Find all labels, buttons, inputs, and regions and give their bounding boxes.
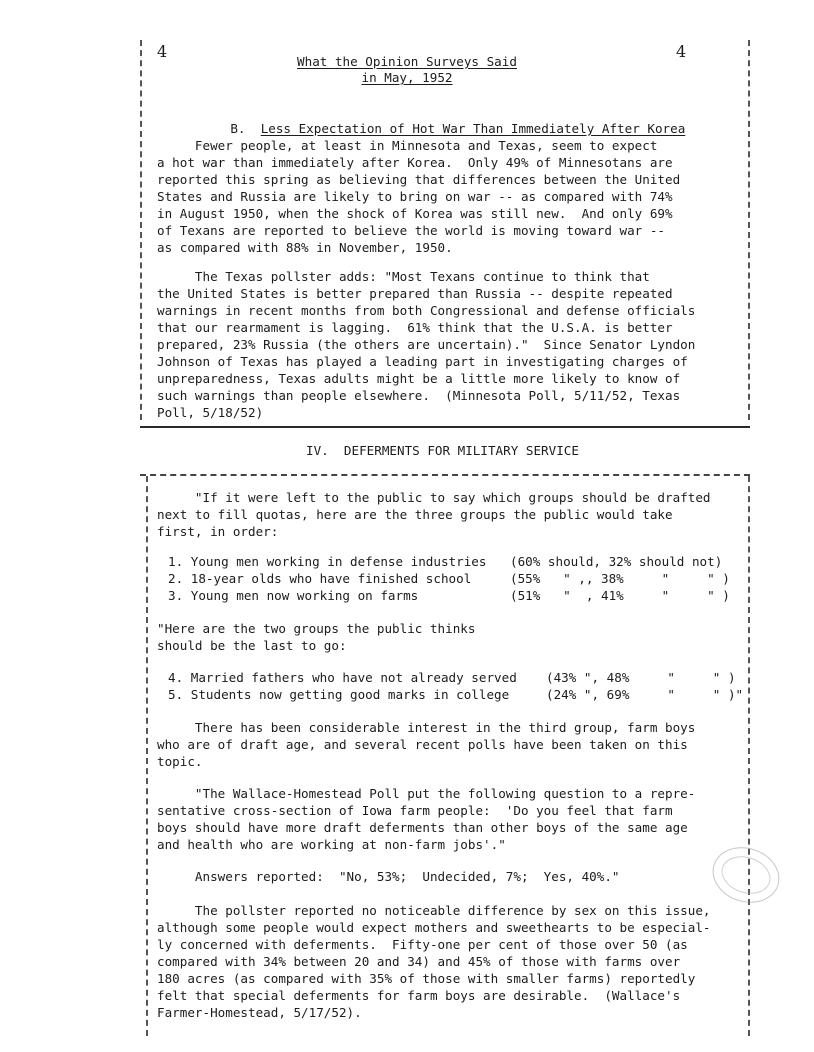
group-values-1: (60% should, 32% should not) <box>510 554 723 569</box>
final-para-line4: compared with 34% between 20 and 34) and 45% of those with farms over <box>157 954 681 969</box>
last-groups-intro-line2: should be the last to go: <box>157 638 347 653</box>
wallace-para-line2: sentative cross-section of Iowa farm people: 'Do you feel that farm <box>157 803 673 818</box>
right-margin-dash-top <box>748 40 750 420</box>
section-iv-intro-line3: first, in order: <box>157 524 279 539</box>
group-item-3 <box>168 588 418 603</box>
section-b-para2-line4: that our rearmament is lagging. 61% think that the U.S.A. is better <box>157 320 673 335</box>
group-values-2: (55% " ,, 38% " " ) <box>510 571 730 586</box>
group-number: 3. <box>168 588 184 603</box>
section-b-para1-line1: Fewer people, at least in Minnesota and Texas, seem to expect <box>157 138 658 153</box>
section-b-para1-line5: in August 1950, when the shock of Korea was still new. And only 69% <box>157 206 673 221</box>
section-b-para2-line1: The Texas pollster adds: "Most Texans continue to think that <box>157 269 650 284</box>
final-para-line5: 180 acres (as compared with 35% of those with smaller farms) reportedly <box>157 971 696 986</box>
final-para-line6: felt that special deferments for farm boys are desirable. (Wallace's <box>157 988 681 1003</box>
section-divider-bottom <box>140 474 750 476</box>
interest-para-line1: There has been considerable interest in the third group, farm boys <box>157 720 696 735</box>
section-iv-intro-line1: "If it were left to the public to say which groups should be drafted <box>157 490 711 505</box>
section-b-para2-line8: such warnings than people elsewhere. (Minnesota Poll, 5/11/52, Texas <box>157 388 681 403</box>
wallace-para-line1: "The Wallace-Homestead Poll put the following question to a repre- <box>157 786 696 801</box>
group-number: 1. <box>168 554 184 569</box>
final-para-line2: although some people would expect mothers and sweethearts to be especial- <box>157 920 711 935</box>
left-margin-dash-top <box>140 40 142 420</box>
section-b-para2-line3: warnings in recent months from both Congressional and defense officials <box>157 303 696 318</box>
final-para-line3: ly concerned with deferments. Fifty-one per cent of those over 50 (as <box>157 937 688 952</box>
group-item-5 <box>168 687 509 702</box>
section-divider-top <box>140 426 750 428</box>
group-values-3: (51% " , 41% " " ) <box>510 588 730 603</box>
answers-line: Answers reported: "No, 53%; Undecided, 7%; Yes, 40%." <box>157 869 620 884</box>
section-b-para2-line7: unpreparedness, Texas adults might be a little more likely to know of <box>157 371 681 386</box>
interest-para-line3: topic. <box>157 754 203 769</box>
group-label: Young men now working on farms <box>190 588 419 603</box>
section-b-para2-line9: Poll, 5/18/52) <box>157 405 264 420</box>
section-iv-intro-line2: next to fill quotas, here are the three groups the public would take <box>157 507 673 522</box>
page-number-left: 4 <box>157 42 168 61</box>
section-b-letter: B. <box>230 121 246 136</box>
archive-stamp <box>705 839 786 911</box>
group-number: 5. <box>168 687 184 702</box>
group-item-2 <box>168 571 471 586</box>
page-subtitle: in May, 1952 <box>361 70 453 85</box>
wallace-para-line3: boys should have more draft deferments than other boys of the same age <box>157 820 688 835</box>
left-margin-dash-bottom <box>146 476 148 1036</box>
group-values-4: (43% ", 48% " " ) <box>546 670 736 685</box>
section-b-para2-line2: the United States is better prepared than Russia -- despite repeated <box>157 286 673 301</box>
section-b-para1-line3: reported this spring as believing that differences between the United <box>157 172 681 187</box>
archive-stamp-inner-ring <box>717 850 776 900</box>
page-title: What the Opinion Surveys Said <box>297 54 517 69</box>
interest-para-line2: who are of draft age, and several recent polls have been taken on this <box>157 737 688 752</box>
section-b-para1-line6: of Texans are reported to believe the world is moving toward war -- <box>157 223 665 238</box>
section-b-para2-line5: prepared, 23% Russia (the others are uncertain)." Since Senator Lyndon <box>157 337 696 352</box>
last-groups-intro-line1: "Here are the two groups the public thinks <box>157 621 476 636</box>
group-values-5: (24% ", 69% " " )" <box>546 687 744 702</box>
section-b-para1-line2: a hot war than immediately after Korea. Only 49% of Minnesotans are <box>157 155 673 170</box>
section-b-title: Less Expectation of Hot War Than Immediately After Korea <box>260 121 686 136</box>
right-margin-dash-bottom <box>748 476 750 1036</box>
final-para-line1: The pollster reported no noticeable difference by sex on this issue, <box>157 903 711 918</box>
group-number: 2. <box>168 571 184 586</box>
page-number-right: 4 <box>676 42 687 61</box>
final-para-line7: Farmer-Homestead, 5/17/52). <box>157 1005 362 1020</box>
wallace-para-line4: and health who are working at non-farm jobs'." <box>157 837 506 852</box>
group-item-4 <box>168 670 517 685</box>
group-label: Married fathers who have not already served <box>190 670 517 685</box>
group-label: Young men working in defense industries <box>190 554 487 569</box>
section-b-para1-line7: as compared with 88% in November, 1950. <box>157 240 453 255</box>
group-label: 18-year olds who have finished school <box>190 571 472 586</box>
group-item-1 <box>168 554 486 569</box>
section-b-para2-line6: Johnson of Texas has played a leading part in investigating charges of <box>157 354 688 369</box>
group-label: Students now getting good marks in college <box>190 687 510 702</box>
section-b-para1-line4: States and Russia are likely to bring on war -- as compared with 74% <box>157 189 673 204</box>
section-iv-heading: IV. DEFERMENTS FOR MILITARY SERVICE <box>306 443 579 458</box>
group-number: 4. <box>168 670 184 685</box>
